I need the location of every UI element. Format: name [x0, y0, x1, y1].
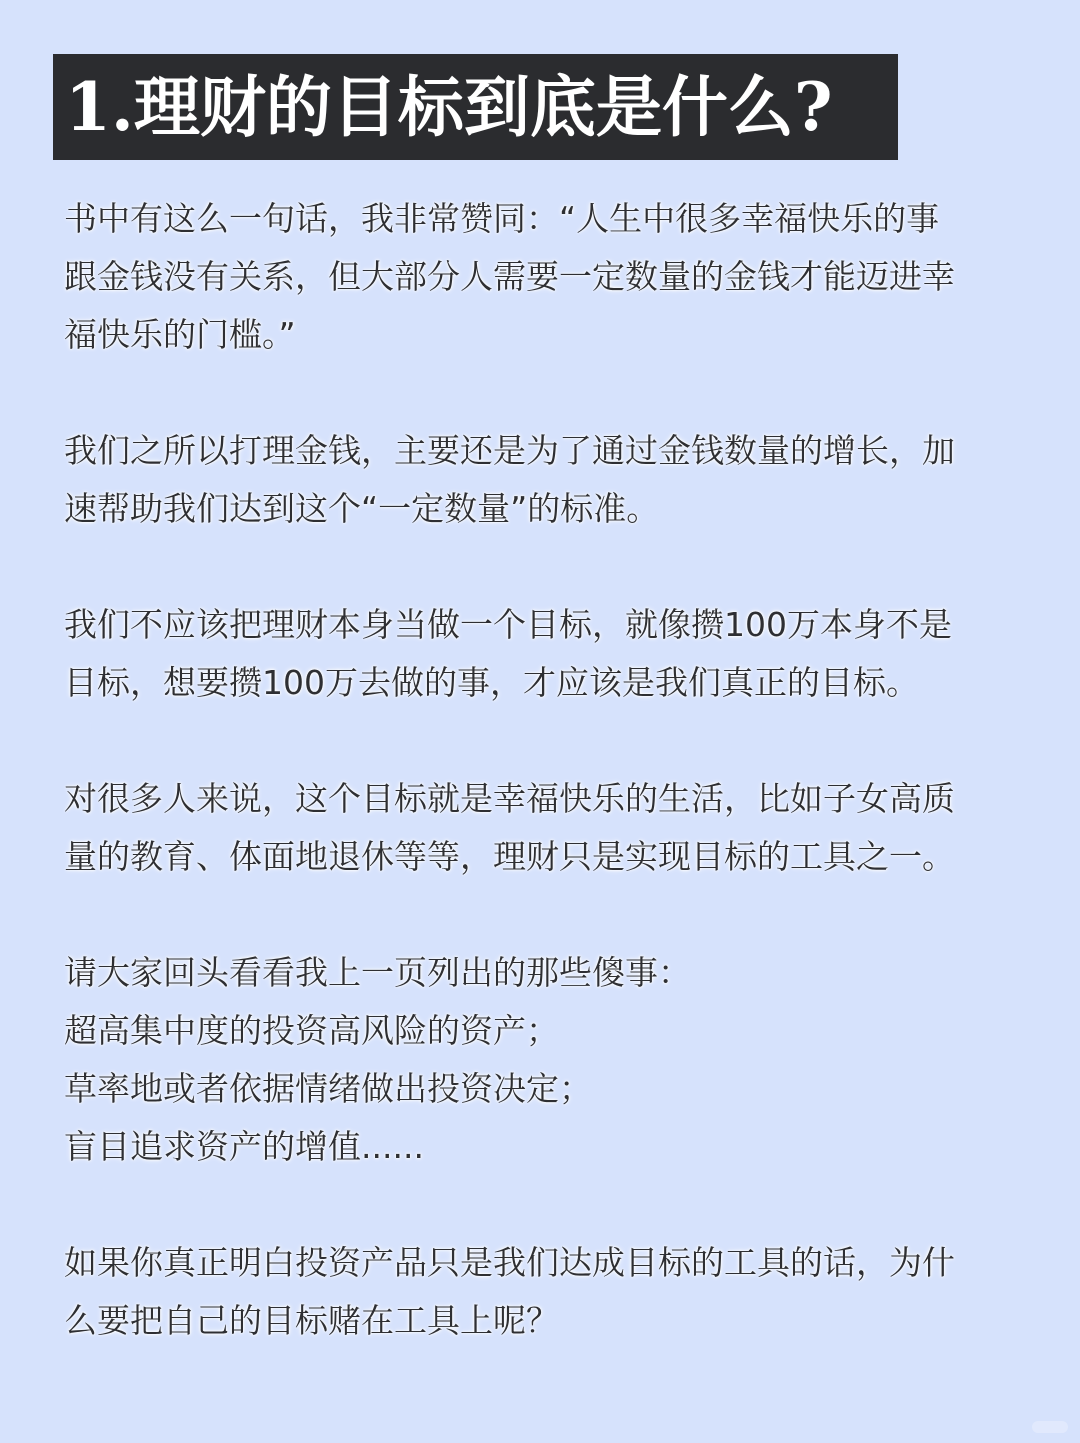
paragraph-quote [64, 190, 1014, 364]
list-item: 超高集中度的投资高风险的资产； [64, 1011, 559, 1050]
text-line: 速帮助我们达到这个“一定数量”的标准。 [64, 489, 660, 528]
text-line: 目标，想要攒100万去做的事，才应该是我们真正的目标。 [64, 663, 919, 702]
paragraph-goal [64, 596, 1014, 712]
list-item: 盲目追求资产的增值...... [64, 1127, 424, 1166]
paragraph-mistakes-list [64, 944, 1014, 1176]
text-line: 么要把自己的目标赌在工具上呢？ [64, 1301, 559, 1340]
text-line: 书中有这么一句话，我非常赞同：“人生中很多幸福快乐的事 [64, 199, 940, 238]
text-line: 如果你真正明白投资产品只是我们达成目标的工具的话，为什 [64, 1243, 955, 1282]
text-line: 请大家回头看看我上一页列出的那些傻事： [64, 953, 691, 992]
title-banner [53, 54, 898, 160]
text-line: 福快乐的门槛。” [64, 315, 296, 354]
paragraph-happiness [64, 770, 1014, 886]
paragraph-reason [64, 422, 1014, 538]
paragraph-conclusion [64, 1234, 1014, 1350]
text-line: 量的教育、体面地退休等等，理财只是实现目标的工具之一。 [64, 837, 955, 876]
page-title: 1.理财的目标到底是什么? [65, 68, 833, 146]
article-body [64, 190, 1014, 1408]
watermark-logo [1030, 1417, 1070, 1437]
list-item: 草率地或者依据情绪做出投资决定； [64, 1069, 592, 1108]
text-line: 跟金钱没有关系，但大部分人需要一定数量的金钱才能迈进幸 [64, 257, 955, 296]
text-line: 对很多人来说，这个目标就是幸福快乐的生活，比如子女高质 [64, 779, 955, 818]
text-line: 我们之所以打理金钱，主要还是为了通过金钱数量的增长，加 [64, 431, 955, 470]
text-line: 我们不应该把理财本身当做一个目标，就像攒100万本身不是 [64, 605, 952, 644]
